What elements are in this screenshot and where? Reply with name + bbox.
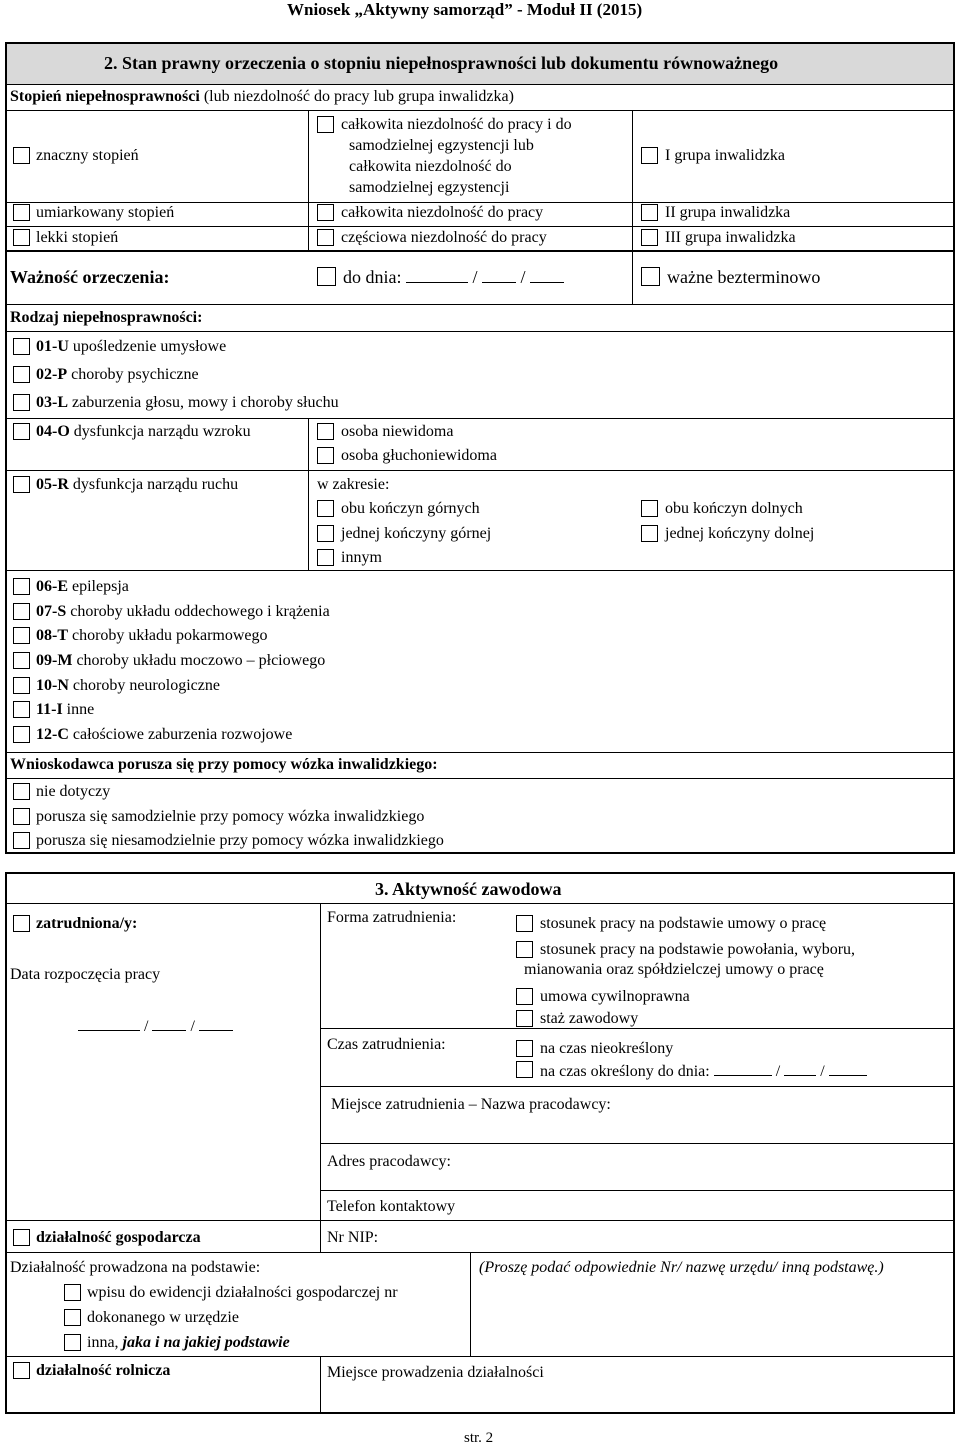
phone-label: Telefon kontaktowy [327, 1198, 456, 1215]
checkbox-09-m[interactable] [13, 652, 30, 669]
basis-registry-label: wpisu do ewidencji działalności gospodarczej nr [87, 1284, 398, 1301]
group-2-label: II grupa inwalidzka [665, 204, 791, 221]
form-label: Forma zatrudnienia: [327, 909, 457, 926]
nip-label: Nr NIP: [327, 1229, 379, 1246]
checkbox-group-2[interactable] [641, 204, 658, 221]
form-civil-label: umowa cywilnoprawna [540, 988, 690, 1005]
type-04-o: 04-O dysfunkcja narządu wzroku [36, 423, 251, 440]
start-date-field[interactable]: / / [78, 1016, 233, 1036]
total-incapacity-text-2: samodzielnej egzystencji lub [349, 137, 534, 154]
type-06-e: 06-E epilepsja [36, 578, 129, 595]
checkbox-form-appointment[interactable] [516, 941, 533, 958]
checkbox-04-o[interactable] [13, 423, 30, 440]
type-02-p: 02-P choroby psychiczne [36, 366, 199, 383]
page-number: str. 2 [464, 1430, 494, 1446]
basis-note: (Proszę podać odpowiednie Nr/ nazwę urzędu/ inną podstawę.) [479, 1259, 884, 1276]
group-1-label: I grupa inwalidzka [665, 147, 785, 164]
type-12-c: 12-C całościowe zaburzenia rozwojowe [36, 726, 293, 743]
checkbox-05-r[interactable] [13, 476, 30, 493]
checkbox-group-1[interactable] [641, 147, 658, 164]
form-appointment-label-2: mianowania oraz spółdzielczej umowy o pracę [524, 961, 824, 978]
checkbox-wheelchair-assisted[interactable] [13, 832, 30, 849]
checkbox-partial-incapacity[interactable] [317, 229, 334, 246]
checkbox-total-incapacity-independent[interactable] [317, 116, 334, 133]
checkbox-valid-until[interactable] [317, 267, 336, 286]
form-appointment-label: stosunek pracy na podstawie powołania, wyboru, [540, 941, 856, 958]
partial-incapacity-label: częściowa niezdolność do pracy [341, 229, 547, 246]
total-incapacity-text-3: całkowita niezdolność do [349, 158, 512, 175]
group-3-label: III grupa inwalidzka [665, 229, 796, 246]
total-work-incapacity-label: całkowita niezdolność do pracy [341, 204, 544, 221]
farming-place-label: Miejsce prowadzenia działalności [327, 1364, 544, 1381]
checkbox-wheelchair-na[interactable] [13, 783, 30, 800]
start-date-label: Data rozpoczęcia pracy [10, 966, 161, 983]
type-08-t: 08-T choroby układu pokarmowego [36, 627, 268, 644]
form-contract-label: stosunek pracy na podstawie umowy o pracę [540, 915, 827, 932]
section-2-title: 2. Stan prawny orzeczenia o stopniu niepełnosprawności lub dokumentu równoważnego [104, 53, 779, 73]
valid-until-field[interactable]: do dnia: / / [343, 268, 564, 286]
time-indefinite-label: na czas nieokreślony [540, 1040, 674, 1057]
wheelchair-self-label: porusza się samodzielnie przy pomocy wózka inwalidzkiego [36, 808, 425, 825]
checkbox-farming[interactable] [13, 1362, 30, 1379]
checkbox-time-fixed[interactable] [516, 1061, 533, 1078]
employer-address-label: Adres pracodawcy: [327, 1153, 451, 1170]
checkbox-blind[interactable] [317, 423, 334, 440]
validity-label: Ważność orzeczenia: [10, 267, 170, 287]
checkbox-01-u[interactable] [13, 338, 30, 355]
checkbox-12-c[interactable] [13, 726, 30, 743]
checkbox-total-work-incapacity[interactable] [317, 204, 334, 221]
total-incapacity-text-4: samodzielnej egzystencji [349, 179, 510, 196]
employer-place-label: Miejsce zatrudnienia – Nazwa pracodawcy: [331, 1096, 611, 1113]
wheelchair-label: Wnioskodawca porusza się przy pomocy wózka inwalidzkiego: [10, 756, 438, 773]
checkbox-time-indefinite[interactable] [516, 1040, 533, 1057]
checkbox-02-p[interactable] [13, 366, 30, 383]
checkbox-basis-other[interactable] [64, 1334, 81, 1351]
checkbox-form-internship[interactable] [516, 1010, 533, 1027]
motor-other-label: innym [341, 549, 382, 566]
blind-label: osoba niewidoma [341, 423, 454, 440]
checkbox-07-s[interactable] [13, 603, 30, 620]
motor-scope-label: w zakresie: [317, 476, 390, 493]
type-05-r: 05-R dysfunkcja narządu ruchu [36, 476, 239, 493]
time-label: Czas zatrudnienia: [327, 1036, 446, 1053]
business-label: działalność gospodarcza [36, 1229, 201, 1246]
deafblind-label: osoba głuchoniewidoma [341, 447, 497, 464]
checkbox-business[interactable] [13, 1229, 30, 1246]
checkbox-group-3[interactable] [641, 229, 658, 246]
time-fixed-field[interactable]: na czas określony do dnia: / / [540, 1061, 867, 1081]
severe-degree-label: znaczny stopień [36, 147, 139, 164]
disability-type-label: Rodzaj niepełnosprawności: [10, 309, 203, 326]
type-01-u: 01-U upośledzenie umysłowe [36, 338, 227, 355]
basis-office-label: dokonanego w urzędzie [87, 1309, 239, 1326]
document-header: Wniosek „Aktywny samorząd” - Moduł II (2015) [287, 0, 643, 19]
checkbox-08-t[interactable] [13, 627, 30, 644]
type-09-m: 09-M choroby układu moczowo – płciowego [36, 652, 326, 669]
employed-label: zatrudniona/y: [36, 915, 138, 932]
checkbox-03-l[interactable] [13, 394, 30, 411]
checkbox-lower-one[interactable] [641, 525, 658, 542]
checkbox-deafblind[interactable] [317, 447, 334, 464]
basis-label: Działalność prowadzona na podstawie: [10, 1259, 261, 1276]
checkbox-employed[interactable] [13, 915, 30, 932]
type-07-s: 07-S choroby układu oddechowego i krążenia [36, 603, 330, 620]
valid-indefinitely-label: ważne bezterminowo [667, 267, 821, 287]
checkbox-11-i[interactable] [13, 701, 30, 718]
degree-label: Stopień niepełnosprawności (lub niezdolność do pracy lub grupa inwalidzka) [10, 88, 514, 105]
checkbox-upper-one[interactable] [317, 525, 334, 542]
form-internship-label: staż zawodowy [540, 1010, 639, 1027]
checkbox-10-n[interactable] [13, 677, 30, 694]
checkbox-lower-both[interactable] [641, 500, 658, 517]
checkbox-upper-both[interactable] [317, 500, 334, 517]
lower-both-label: obu kończyn dolnych [665, 500, 803, 517]
checkbox-severe-degree[interactable] [13, 147, 30, 164]
checkbox-light-degree[interactable] [13, 229, 30, 246]
checkbox-form-civil[interactable] [516, 988, 533, 1005]
farming-label: działalność rolnicza [36, 1362, 171, 1379]
type-11-i: 11-I inne [36, 701, 95, 718]
checkbox-form-contract[interactable] [516, 915, 533, 932]
checkbox-06-e[interactable] [13, 578, 30, 595]
wheelchair-na-label: nie dotyczy [36, 783, 111, 800]
wheelchair-assisted-label: porusza się niesamodzielnie przy pomocy wózka inwalidzkiego [36, 832, 444, 849]
checkbox-motor-other[interactable] [317, 549, 334, 566]
section-3-title: 3. Aktywność zawodowa [375, 879, 562, 899]
lower-one-label: jednej kończyny dolnej [665, 525, 815, 542]
checkbox-valid-indefinitely[interactable] [641, 267, 660, 286]
checkbox-wheelchair-self[interactable] [13, 808, 30, 825]
type-10-n: 10-N choroby neurologiczne [36, 677, 220, 694]
checkbox-moderate-degree[interactable] [13, 204, 30, 221]
checkbox-basis-registry[interactable] [64, 1284, 81, 1301]
basis-other-label: inna, jaka i na jakiej podstawie [87, 1334, 290, 1351]
upper-one-label: jednej kończyny górnej [341, 525, 492, 542]
type-03-l: 03-L zaburzenia głosu, mowy i choroby słuchu [36, 394, 339, 411]
moderate-degree-label: umiarkowany stopień [36, 204, 175, 221]
upper-both-label: obu kończyn górnych [341, 500, 480, 517]
checkbox-basis-office[interactable] [64, 1309, 81, 1326]
total-incapacity-text-1: całkowita niezdolność do pracy i do [341, 116, 572, 133]
light-degree-label: lekki stopień [36, 229, 119, 246]
